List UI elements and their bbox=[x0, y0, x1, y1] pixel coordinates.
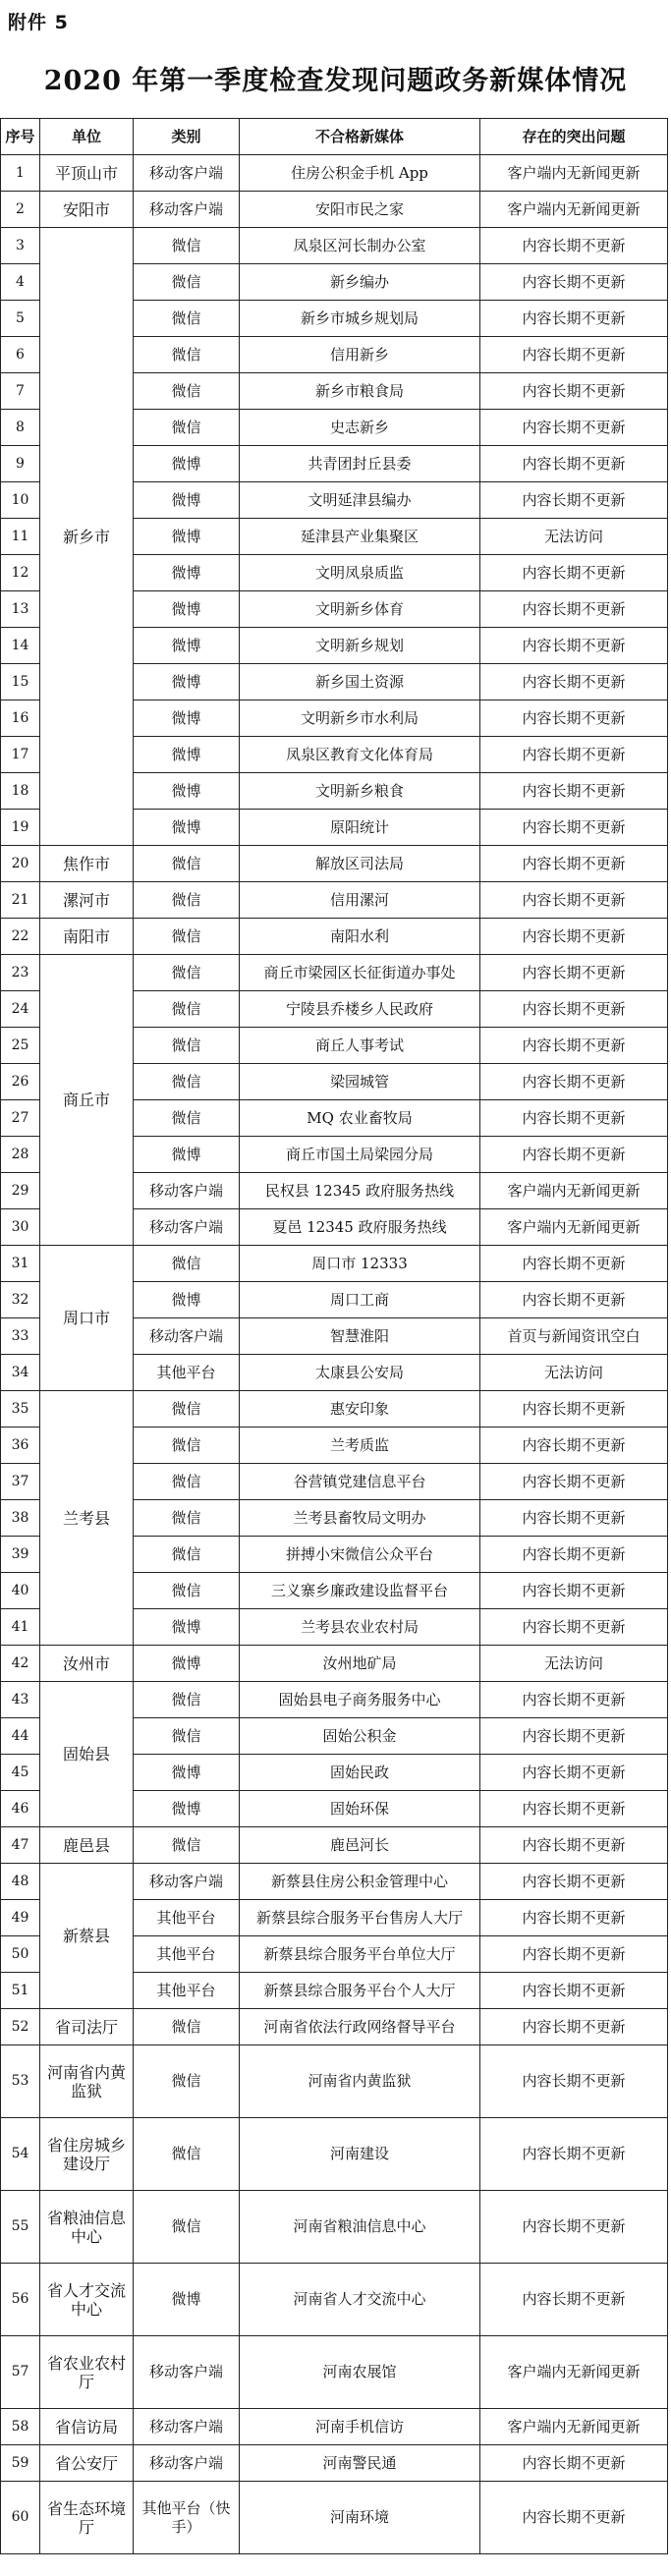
row-media: 文明凤泉质监 bbox=[240, 555, 480, 591]
row-media: 河南警民通 bbox=[240, 2445, 480, 2482]
row-type: 微博 bbox=[134, 446, 240, 482]
row-number: 37 bbox=[1, 1464, 40, 1500]
table-row bbox=[1, 2409, 668, 2445]
row-number: 29 bbox=[1, 1173, 40, 1209]
row-media: 三义寨乡廉政建设监督平台 bbox=[240, 1573, 480, 1609]
row-media: 兰考县畜牧局文明办 bbox=[240, 1500, 480, 1537]
row-media: 河南省内黄监狱 bbox=[240, 2045, 480, 2118]
row-number: 30 bbox=[1, 1209, 40, 1246]
row-media: 凤泉区河长制办公室 bbox=[240, 228, 480, 264]
row-unit: 汝州市 bbox=[40, 1646, 134, 1682]
row-issue: 内容长期不更新 bbox=[480, 882, 668, 919]
row-issue: 内容长期不更新 bbox=[480, 1682, 668, 1718]
row-issue: 内容长期不更新 bbox=[480, 2445, 668, 2482]
row-issue: 内容长期不更新 bbox=[480, 1282, 668, 1318]
table-body bbox=[1, 155, 668, 2554]
row-unit: 南阳市 bbox=[40, 919, 134, 955]
row-issue: 内容长期不更新 bbox=[480, 1428, 668, 1464]
row-issue: 内容长期不更新 bbox=[480, 664, 668, 700]
row-issue: 客户端内无新闻更新 bbox=[480, 1209, 668, 1246]
row-number: 6 bbox=[1, 337, 40, 373]
row-number: 1 bbox=[1, 155, 40, 192]
row-number: 60 bbox=[1, 2482, 40, 2554]
row-unit: 周口市 bbox=[40, 1246, 134, 1391]
header-unit: 单位 bbox=[40, 119, 134, 155]
row-type: 微信 bbox=[134, 1428, 240, 1464]
table-row bbox=[1, 155, 668, 192]
row-media: 周口市 12333 bbox=[240, 1246, 480, 1282]
row-issue: 内容长期不更新 bbox=[480, 1500, 668, 1537]
row-type: 微信 bbox=[134, 991, 240, 1028]
row-media: 兰考质监 bbox=[240, 1428, 480, 1464]
row-issue: 内容长期不更新 bbox=[480, 1791, 668, 1827]
row-media: 原阳统计 bbox=[240, 810, 480, 846]
row-media: 固始公积金 bbox=[240, 1718, 480, 1755]
row-number: 36 bbox=[1, 1428, 40, 1464]
table-row bbox=[1, 2009, 668, 2045]
row-issue: 内容长期不更新 bbox=[480, 773, 668, 810]
row-issue: 内容长期不更新 bbox=[480, 2045, 668, 2118]
row-media: 拼搏小宋微信公众平台 bbox=[240, 1537, 480, 1573]
row-type: 其他平台 bbox=[134, 1900, 240, 1936]
row-number: 41 bbox=[1, 1609, 40, 1646]
row-media: 凤泉区教育文化体育局 bbox=[240, 737, 480, 773]
row-type: 移动客户端 bbox=[134, 192, 240, 228]
row-number: 34 bbox=[1, 1355, 40, 1391]
row-type: 微信 bbox=[134, 1500, 240, 1537]
row-number: 23 bbox=[1, 955, 40, 991]
row-type: 移动客户端 bbox=[134, 2409, 240, 2445]
row-issue: 内容长期不更新 bbox=[480, 2482, 668, 2554]
row-issue: 内容长期不更新 bbox=[480, 1537, 668, 1573]
row-number: 54 bbox=[1, 2118, 40, 2191]
row-type: 微博 bbox=[134, 1755, 240, 1791]
row-media: 谷营镇党建信息平台 bbox=[240, 1464, 480, 1500]
row-unit: 商丘市 bbox=[40, 955, 134, 1246]
row-media: 新乡编办 bbox=[240, 264, 480, 301]
row-type: 微博 bbox=[134, 628, 240, 664]
row-issue: 内容长期不更新 bbox=[480, 555, 668, 591]
row-type: 微信 bbox=[134, 1718, 240, 1755]
row-number: 50 bbox=[1, 1936, 40, 1973]
row-issue: 内容长期不更新 bbox=[480, 337, 668, 373]
row-media: 新蔡县综合服务平台单位大厅 bbox=[240, 1936, 480, 1973]
row-type: 微信 bbox=[134, 301, 240, 337]
row-number: 44 bbox=[1, 1718, 40, 1755]
row-type: 微博 bbox=[134, 700, 240, 737]
table-row bbox=[1, 2482, 668, 2554]
row-type: 微博 bbox=[134, 773, 240, 810]
row-issue: 内容长期不更新 bbox=[480, 1064, 668, 1100]
row-number: 52 bbox=[1, 2009, 40, 2045]
table-row bbox=[1, 882, 668, 919]
row-number: 55 bbox=[1, 2191, 40, 2264]
row-media: 新蔡县综合服务平台个人大厅 bbox=[240, 1973, 480, 2009]
row-type: 其他平台 bbox=[134, 1355, 240, 1391]
row-unit: 漯河市 bbox=[40, 882, 134, 919]
row-number: 57 bbox=[1, 2336, 40, 2409]
row-unit: 固始县 bbox=[40, 1682, 134, 1827]
row-number: 21 bbox=[1, 882, 40, 919]
row-unit: 省生态环境厅 bbox=[40, 2482, 134, 2554]
row-type: 微博 bbox=[134, 591, 240, 628]
row-issue: 内容长期不更新 bbox=[480, 446, 668, 482]
row-issue: 内容长期不更新 bbox=[480, 919, 668, 955]
table-header-row bbox=[1, 119, 668, 155]
table-row bbox=[1, 1827, 668, 1864]
row-issue: 内容长期不更新 bbox=[480, 1973, 668, 2009]
row-unit: 新蔡县 bbox=[40, 1864, 134, 2009]
row-issue: 内容长期不更新 bbox=[480, 264, 668, 301]
row-media: 信用漯河 bbox=[240, 882, 480, 919]
row-number: 15 bbox=[1, 664, 40, 700]
row-media: 河南农展馆 bbox=[240, 2336, 480, 2409]
row-media: 智慧淮阳 bbox=[240, 1318, 480, 1355]
row-issue: 客户端内无新闻更新 bbox=[480, 1173, 668, 1209]
row-media: 延津县产业集聚区 bbox=[240, 519, 480, 555]
row-issue: 内容长期不更新 bbox=[480, 1464, 668, 1500]
row-unit: 省信访局 bbox=[40, 2409, 134, 2445]
row-number: 25 bbox=[1, 1028, 40, 1064]
row-unit: 平顶山市 bbox=[40, 155, 134, 192]
row-unit: 省司法厅 bbox=[40, 2009, 134, 2045]
row-type: 微信 bbox=[134, 264, 240, 301]
row-media: 住房公积金手机 App bbox=[240, 155, 480, 192]
table-row bbox=[1, 1246, 668, 1282]
row-issue: 内容长期不更新 bbox=[480, 1609, 668, 1646]
row-media: 周口工商 bbox=[240, 1282, 480, 1318]
row-type: 移动客户端 bbox=[134, 1209, 240, 1246]
row-number: 26 bbox=[1, 1064, 40, 1100]
row-issue: 内容长期不更新 bbox=[480, 1900, 668, 1936]
row-issue: 内容长期不更新 bbox=[480, 1573, 668, 1609]
row-media: 新乡国土资源 bbox=[240, 664, 480, 700]
row-number: 42 bbox=[1, 1646, 40, 1682]
row-unit: 省公安厅 bbox=[40, 2445, 134, 2482]
row-type: 微博 bbox=[134, 1282, 240, 1318]
row-type: 微信 bbox=[134, 846, 240, 882]
row-type: 微博 bbox=[134, 1137, 240, 1173]
row-media: 兰考县农业农村局 bbox=[240, 1609, 480, 1646]
row-type: 其他平台（快手） bbox=[134, 2482, 240, 2554]
table-row bbox=[1, 2264, 668, 2336]
row-type: 微博 bbox=[134, 1609, 240, 1646]
table-row bbox=[1, 2045, 668, 2118]
row-issue: 内容长期不更新 bbox=[480, 1936, 668, 1973]
row-number: 27 bbox=[1, 1100, 40, 1137]
row-type: 微博 bbox=[134, 664, 240, 700]
row-type: 微信 bbox=[134, 228, 240, 264]
row-media: 河南省依法行政网络督导平台 bbox=[240, 2009, 480, 2045]
row-type: 微信 bbox=[134, 1246, 240, 1282]
row-number: 8 bbox=[1, 410, 40, 446]
header-type: 类别 bbox=[134, 119, 240, 155]
row-number: 16 bbox=[1, 700, 40, 737]
row-media: 新蔡县住房公积金管理中心 bbox=[240, 1864, 480, 1900]
row-number: 45 bbox=[1, 1755, 40, 1791]
row-type: 微信 bbox=[134, 373, 240, 410]
row-unit: 省住房城乡建设厅 bbox=[40, 2118, 134, 2191]
row-number: 7 bbox=[1, 373, 40, 410]
row-number: 48 bbox=[1, 1864, 40, 1900]
row-media: 共青团封丘县委 bbox=[240, 446, 480, 482]
row-number: 47 bbox=[1, 1827, 40, 1864]
row-type: 微信 bbox=[134, 410, 240, 446]
row-number: 32 bbox=[1, 1282, 40, 1318]
table-row bbox=[1, 1391, 668, 1428]
row-issue: 内容长期不更新 bbox=[480, 700, 668, 737]
row-issue: 内容长期不更新 bbox=[480, 991, 668, 1028]
header-media: 不合格新媒体 bbox=[240, 119, 480, 155]
row-issue: 内容长期不更新 bbox=[480, 1391, 668, 1428]
row-media: 河南省粮油信息中心 bbox=[240, 2191, 480, 2264]
row-type: 微博 bbox=[134, 1791, 240, 1827]
table-row bbox=[1, 1682, 668, 1718]
row-number: 40 bbox=[1, 1573, 40, 1609]
row-media: 文明新乡规划 bbox=[240, 628, 480, 664]
row-issue: 内容长期不更新 bbox=[480, 2191, 668, 2264]
row-number: 17 bbox=[1, 737, 40, 773]
row-type: 微信 bbox=[134, 1682, 240, 1718]
row-media: 河南手机信访 bbox=[240, 2409, 480, 2445]
row-media: 文明新乡粮食 bbox=[240, 773, 480, 810]
row-type: 微博 bbox=[134, 519, 240, 555]
row-media: 固始县电子商务服务中心 bbox=[240, 1682, 480, 1718]
row-type: 移动客户端 bbox=[134, 2445, 240, 2482]
row-issue: 内容长期不更新 bbox=[480, 628, 668, 664]
row-issue: 客户端内无新闻更新 bbox=[480, 155, 668, 192]
row-type: 微信 bbox=[134, 2009, 240, 2045]
row-unit: 河南省内黄监狱 bbox=[40, 2045, 134, 2118]
row-type: 微博 bbox=[134, 810, 240, 846]
row-number: 5 bbox=[1, 301, 40, 337]
row-issue: 内容长期不更新 bbox=[480, 955, 668, 991]
row-unit: 焦作市 bbox=[40, 846, 134, 882]
row-number: 13 bbox=[1, 591, 40, 628]
row-media: 固始环保 bbox=[240, 1791, 480, 1827]
table-row bbox=[1, 192, 668, 228]
row-number: 38 bbox=[1, 1500, 40, 1537]
row-media: 商丘市梁园区长征街道办事处 bbox=[240, 955, 480, 991]
row-issue: 内容长期不更新 bbox=[480, 1755, 668, 1791]
row-issue: 客户端内无新闻更新 bbox=[480, 2336, 668, 2409]
row-media: 宁陵县乔楼乡人民政府 bbox=[240, 991, 480, 1028]
row-type: 移动客户端 bbox=[134, 155, 240, 192]
row-issue: 内容长期不更新 bbox=[480, 846, 668, 882]
row-type: 微信 bbox=[134, 2045, 240, 2118]
row-type: 微信 bbox=[134, 1391, 240, 1428]
row-media: MQ 农业畜牧局 bbox=[240, 1100, 480, 1137]
header-issue: 存在的突出问题 bbox=[480, 119, 668, 155]
row-issue: 内容长期不更新 bbox=[480, 2009, 668, 2045]
row-media: 惠安印象 bbox=[240, 1391, 480, 1428]
row-type: 微博 bbox=[134, 482, 240, 519]
row-type: 微信 bbox=[134, 1064, 240, 1100]
row-media: 梁园城管 bbox=[240, 1064, 480, 1100]
row-number: 51 bbox=[1, 1973, 40, 2009]
row-media: 汝州地矿局 bbox=[240, 1646, 480, 1682]
table-row bbox=[1, 1864, 668, 1900]
table-row bbox=[1, 228, 668, 264]
row-media: 鹿邑河长 bbox=[240, 1827, 480, 1864]
row-type: 微博 bbox=[134, 555, 240, 591]
row-issue: 无法访问 bbox=[480, 1646, 668, 1682]
row-unit: 省粮油信息中心 bbox=[40, 2191, 134, 2264]
row-media: 解放区司法局 bbox=[240, 846, 480, 882]
row-media: 民权县 12345 政府服务热线 bbox=[240, 1173, 480, 1209]
row-issue: 内容长期不更新 bbox=[480, 1246, 668, 1282]
header-no: 序号 bbox=[1, 119, 40, 155]
row-number: 33 bbox=[1, 1318, 40, 1355]
row-issue: 内容长期不更新 bbox=[480, 482, 668, 519]
row-number: 2 bbox=[1, 192, 40, 228]
row-number: 18 bbox=[1, 773, 40, 810]
row-unit: 兰考县 bbox=[40, 1391, 134, 1646]
row-number: 12 bbox=[1, 555, 40, 591]
row-type: 移动客户端 bbox=[134, 1173, 240, 1209]
table-row bbox=[1, 2445, 668, 2482]
row-type: 微博 bbox=[134, 737, 240, 773]
row-type: 微博 bbox=[134, 1646, 240, 1682]
row-number: 53 bbox=[1, 2045, 40, 2118]
row-number: 10 bbox=[1, 482, 40, 519]
row-number: 9 bbox=[1, 446, 40, 482]
row-type: 微信 bbox=[134, 1827, 240, 1864]
row-media: 信用新乡 bbox=[240, 337, 480, 373]
row-issue: 内容长期不更新 bbox=[480, 301, 668, 337]
row-number: 49 bbox=[1, 1900, 40, 1936]
media-table bbox=[0, 118, 668, 2554]
row-issue: 内容长期不更新 bbox=[480, 2264, 668, 2336]
row-issue: 内容长期不更新 bbox=[480, 1718, 668, 1755]
row-unit: 新乡市 bbox=[40, 228, 134, 846]
row-issue: 客户端内无新闻更新 bbox=[480, 2409, 668, 2445]
row-issue: 首页与新闻资讯空白 bbox=[480, 1318, 668, 1355]
row-type: 微信 bbox=[134, 1464, 240, 1500]
row-type: 微信 bbox=[134, 882, 240, 919]
table-row bbox=[1, 2118, 668, 2191]
row-media: 夏邑 12345 政府服务热线 bbox=[240, 1209, 480, 1246]
row-issue: 内容长期不更新 bbox=[480, 228, 668, 264]
table-row bbox=[1, 955, 668, 991]
table-row bbox=[1, 846, 668, 882]
row-unit: 省人才交流中心 bbox=[40, 2264, 134, 2336]
row-media: 商丘市国土局梁园分局 bbox=[240, 1137, 480, 1173]
row-media: 史志新乡 bbox=[240, 410, 480, 446]
row-type: 微信 bbox=[134, 2191, 240, 2264]
row-number: 39 bbox=[1, 1537, 40, 1573]
row-media: 河南环境 bbox=[240, 2482, 480, 2554]
row-number: 28 bbox=[1, 1137, 40, 1173]
row-media: 太康县公安局 bbox=[240, 1355, 480, 1391]
row-type: 其他平台 bbox=[134, 1973, 240, 2009]
row-type: 微信 bbox=[134, 2118, 240, 2191]
row-media: 文明延津县编办 bbox=[240, 482, 480, 519]
row-issue: 内容长期不更新 bbox=[480, 1864, 668, 1900]
row-issue: 内容长期不更新 bbox=[480, 1100, 668, 1137]
row-number: 22 bbox=[1, 919, 40, 955]
row-media: 文明新乡市水利局 bbox=[240, 700, 480, 737]
row-number: 20 bbox=[1, 846, 40, 882]
row-number: 59 bbox=[1, 2445, 40, 2482]
page-title: 2020 年第一季度检查发现问题政务新媒体情况 bbox=[43, 66, 628, 96]
row-media: 河南省人才交流中心 bbox=[240, 2264, 480, 2336]
row-media: 固始民政 bbox=[240, 1755, 480, 1791]
row-unit: 安阳市 bbox=[40, 192, 134, 228]
row-unit: 省农业农村厅 bbox=[40, 2336, 134, 2409]
row-number: 19 bbox=[1, 810, 40, 846]
table-row bbox=[1, 919, 668, 955]
row-number: 4 bbox=[1, 264, 40, 301]
row-media: 文明新乡体育 bbox=[240, 591, 480, 628]
table-row bbox=[1, 2336, 668, 2409]
row-issue: 内容长期不更新 bbox=[480, 591, 668, 628]
row-type: 微信 bbox=[134, 1100, 240, 1137]
attachment-label: 附件 5 bbox=[8, 12, 69, 33]
row-media: 安阳市民之家 bbox=[240, 192, 480, 228]
row-media: 南阳水利 bbox=[240, 919, 480, 955]
row-number: 11 bbox=[1, 519, 40, 555]
row-type: 其他平台 bbox=[134, 1936, 240, 1973]
row-media: 新乡市粮食局 bbox=[240, 373, 480, 410]
row-number: 43 bbox=[1, 1682, 40, 1718]
row-number: 31 bbox=[1, 1246, 40, 1282]
row-number: 24 bbox=[1, 991, 40, 1028]
table-row bbox=[1, 1646, 668, 1682]
row-issue: 客户端内无新闻更新 bbox=[480, 192, 668, 228]
row-type: 微信 bbox=[134, 337, 240, 373]
row-number: 46 bbox=[1, 1791, 40, 1827]
row-issue: 内容长期不更新 bbox=[480, 2118, 668, 2191]
row-type: 微信 bbox=[134, 1537, 240, 1573]
row-issue: 无法访问 bbox=[480, 519, 668, 555]
row-type: 微信 bbox=[134, 1573, 240, 1609]
row-type: 微博 bbox=[134, 2264, 240, 2336]
row-issue: 内容长期不更新 bbox=[480, 373, 668, 410]
row-unit: 鹿邑县 bbox=[40, 1827, 134, 1864]
row-number: 35 bbox=[1, 1391, 40, 1428]
row-type: 移动客户端 bbox=[134, 2336, 240, 2409]
row-issue: 内容长期不更新 bbox=[480, 1137, 668, 1173]
row-number: 14 bbox=[1, 628, 40, 664]
row-issue: 内容长期不更新 bbox=[480, 1827, 668, 1864]
row-issue: 无法访问 bbox=[480, 1355, 668, 1391]
row-issue: 内容长期不更新 bbox=[480, 737, 668, 773]
row-type: 移动客户端 bbox=[134, 1318, 240, 1355]
row-type: 微信 bbox=[134, 1028, 240, 1064]
table-row bbox=[1, 2191, 668, 2264]
row-issue: 内容长期不更新 bbox=[480, 410, 668, 446]
row-media: 河南建设 bbox=[240, 2118, 480, 2191]
row-media: 商丘人事考试 bbox=[240, 1028, 480, 1064]
row-issue: 内容长期不更新 bbox=[480, 1028, 668, 1064]
row-type: 微信 bbox=[134, 955, 240, 991]
row-type: 微信 bbox=[134, 919, 240, 955]
row-media: 新乡市城乡规划局 bbox=[240, 301, 480, 337]
row-issue: 内容长期不更新 bbox=[480, 810, 668, 846]
row-number: 3 bbox=[1, 228, 40, 264]
row-media: 新蔡县综合服务平台售房人大厅 bbox=[240, 1900, 480, 1936]
row-type: 移动客户端 bbox=[134, 1864, 240, 1900]
row-number: 56 bbox=[1, 2264, 40, 2336]
row-number: 58 bbox=[1, 2409, 40, 2445]
